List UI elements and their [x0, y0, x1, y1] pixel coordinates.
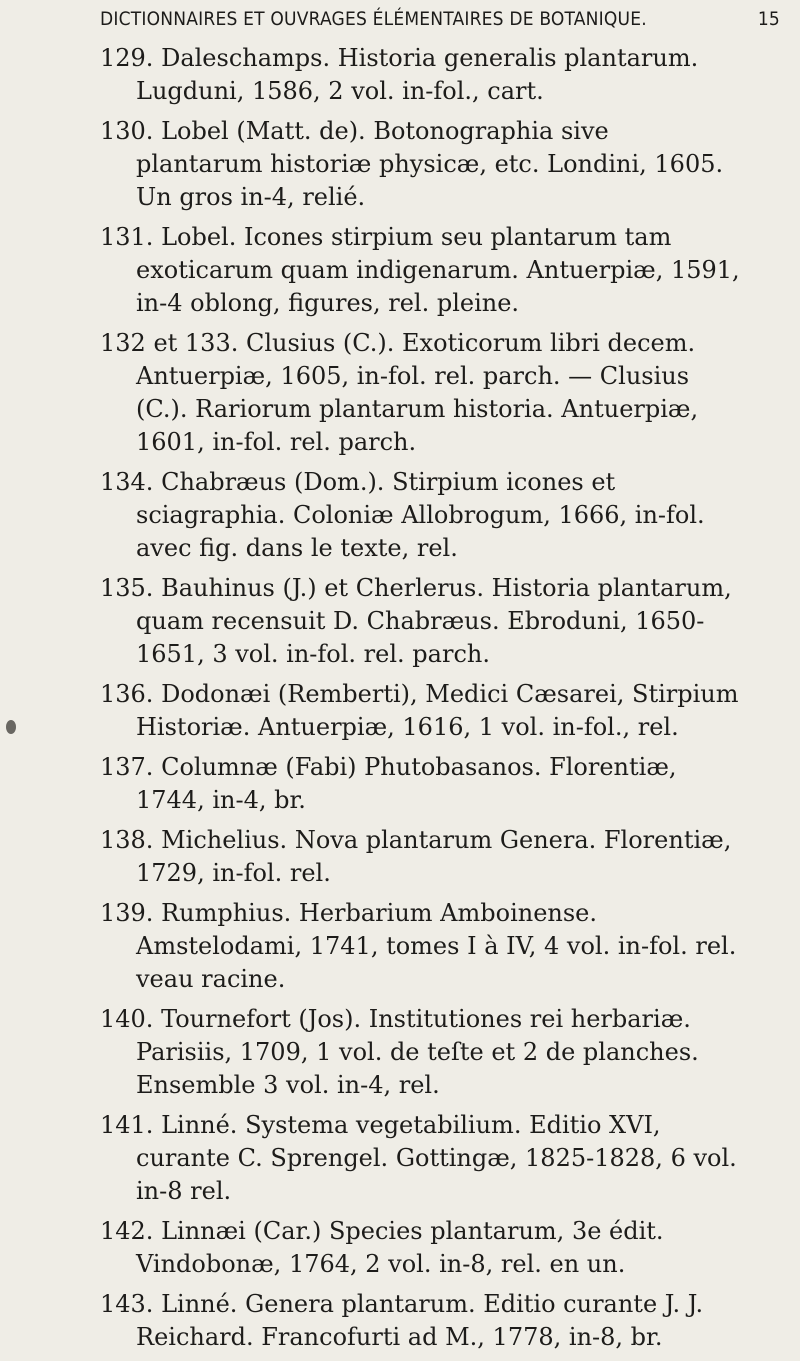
bibliography-list: [100, 42, 740, 1361]
entry-number: 135.: [100, 574, 154, 602]
list-item: [100, 1288, 740, 1354]
entry-text: Michelius. Nova plantarum Genera. Florentiæ, 1729, in-fol. rel.: [136, 826, 732, 887]
entry-number: 142.: [100, 1217, 154, 1245]
entry-number: 129.: [100, 44, 154, 72]
entry-text: Bauhinus (J.) et Cherlerus. Historia plantarum, quam recensuit D. Chabræus. Ebroduni, 1650-1651, 3 vol. in-fol. rel. parch.: [136, 574, 732, 668]
entry-number: 140.: [100, 1005, 154, 1033]
list-item: [100, 42, 740, 108]
entry-text: Lobel. Icones stirpium seu plantarum tam exoticarum quam indigenarum. Antuerpiæ, 1591, in-4 oblong, figures, rel. pleine.: [136, 223, 740, 317]
ink-spot: [6, 720, 16, 734]
entry-number: 132 et 133.: [100, 329, 239, 357]
entry-number: 130.: [100, 117, 154, 145]
list-item: [100, 1109, 740, 1208]
entry-text: Dodonæi (Remberti), Medici Cæsarei, Stirpium Historiæ. Antuerpiæ, 1616, 1 vol. in-fol., rel.: [136, 680, 739, 741]
entry-text: Columnæ (Fabi) Phutobasanos. Florentiæ, 1744, in-4, br.: [136, 753, 677, 814]
entry-number: 138.: [100, 826, 154, 854]
entry-text: Clusius (C.). Exoticorum libri decem. Antuerpiæ, 1605, in-fol. rel. parch. — Clusius (C.). Rariorum plantarum historia. Antuerpiæ, 1601, in-fol. rel. parch.: [136, 329, 699, 456]
entry-text: Tournefort (Jos). Institutiones rei herbariæ. Parisiis, 1709, 1 vol. de teſte et 2 de planches. Ensemble 3 vol. in-4, rel.: [136, 1005, 699, 1099]
entry-text: Linné. Systema vegetabilium. Editio XVI, curante C. Sprengel. Gottingæ, 1825-1828, 6 vol. in-8 rel.: [136, 1111, 737, 1205]
list-item: [100, 221, 740, 320]
list-item: [100, 751, 740, 817]
entry-number: 131.: [100, 223, 154, 251]
entry-text: Chabræus (Dom.). Stirpium icones et sciagraphia. Coloniæ Allobrogum, 1666, in-fol. avec fig. dans le texte, rel.: [136, 468, 705, 562]
list-item: [100, 1003, 740, 1102]
entry-number: 139.: [100, 899, 154, 927]
list-item: [100, 824, 740, 890]
list-item: [100, 678, 740, 744]
entry-text: Lobel (Matt. de). Botonographia sive plantarum historiæ physicæ, etc. Londini, 1605. Un gros in-4, relié.: [136, 117, 724, 211]
entry-number: 143.: [100, 1290, 154, 1318]
header-title: DICTIONNAIRES ET OUVRAGES ÉLÉMENTAIRES DE BOTANIQUE.: [100, 8, 647, 30]
list-item: [100, 466, 740, 565]
page-number: 15: [757, 8, 780, 30]
list-item: [100, 327, 740, 459]
list-item: [100, 1215, 740, 1281]
entry-number: 134.: [100, 468, 154, 496]
entry-text: Linné. Genera plantarum. Editio curante J. J. Reichard. Francofurti ad M., 1778, in-8, br.: [136, 1290, 704, 1351]
running-header: [100, 8, 780, 30]
list-item: [100, 897, 740, 996]
entry-text: Daleschamps. Historia generalis plantarum. Lugduni, 1586, 2 vol. in-fol., cart.: [136, 44, 699, 105]
entry-number: 137.: [100, 753, 154, 781]
list-item: [100, 115, 740, 214]
entry-text: Linnæi (Car.) Species plantarum, 3e édit. Vindobonæ, 1764, 2 vol. in-8, rel. en un.: [136, 1217, 664, 1278]
entry-number: 136.: [100, 680, 154, 708]
entry-text: Rumphius. Herbarium Amboinense. Amstelodami, 1741, tomes I à IV, 4 vol. in-fol. rel. veau racine.: [136, 899, 737, 993]
entry-number: 141.: [100, 1111, 154, 1139]
list-item: [100, 572, 740, 671]
